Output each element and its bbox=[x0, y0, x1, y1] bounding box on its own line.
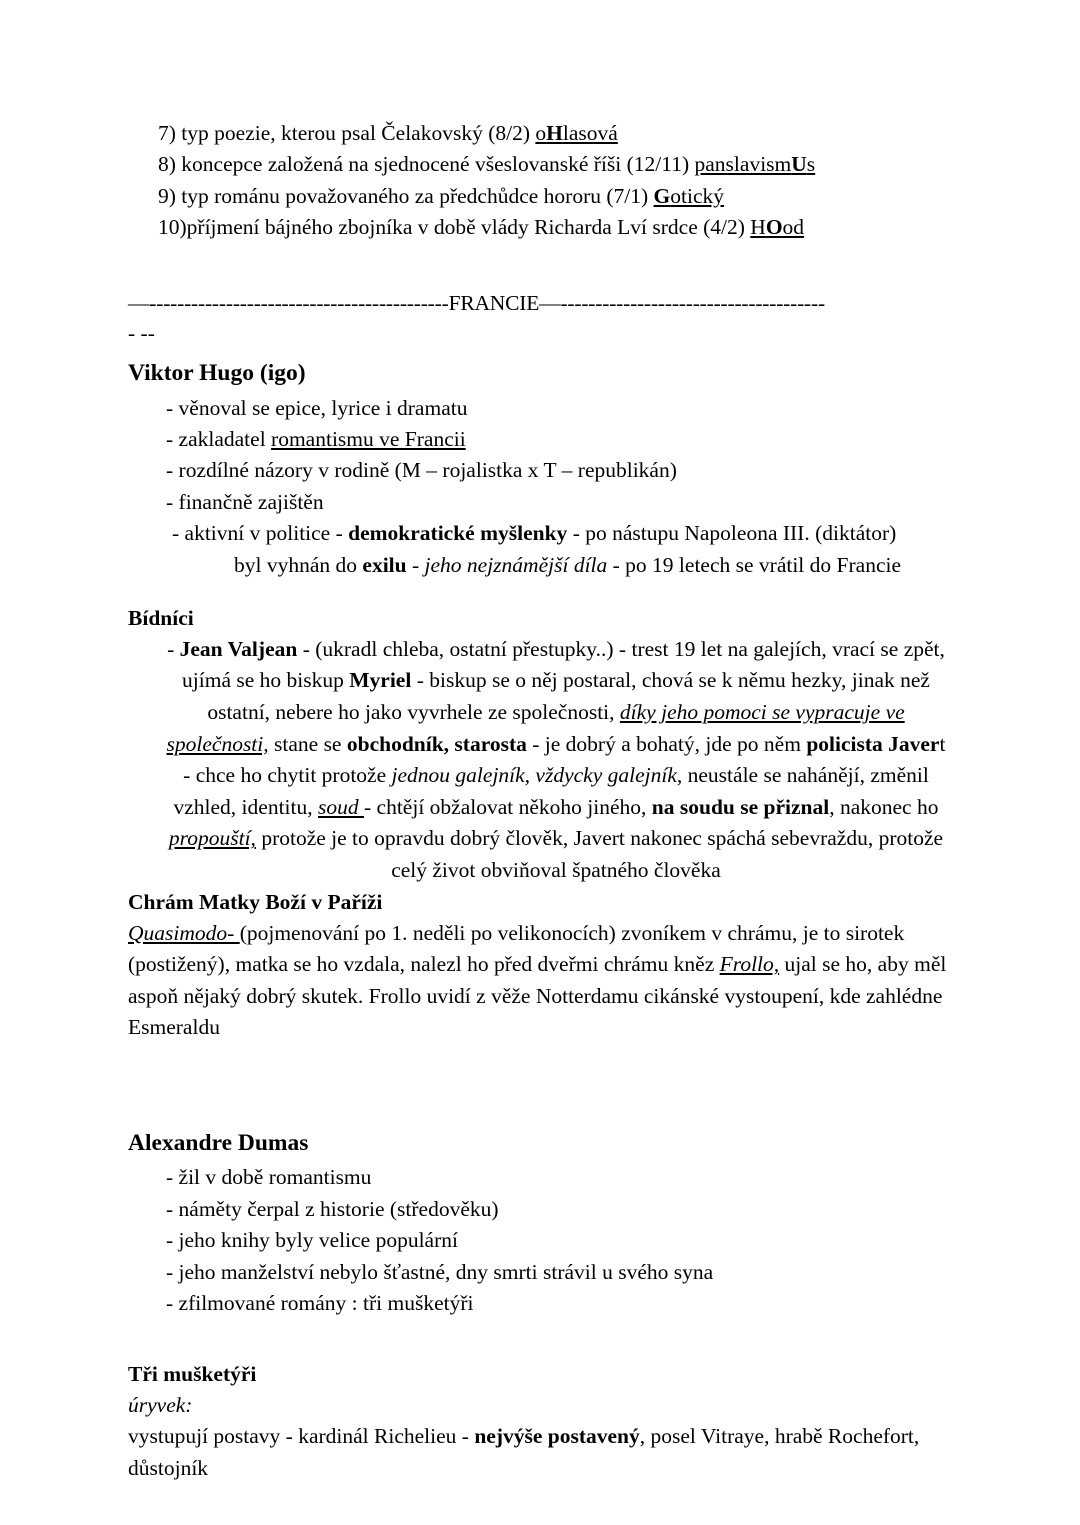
section-divider-francie bbox=[128, 288, 952, 348]
continuation-text: byl vyhnán do bbox=[234, 552, 363, 577]
divider-tail: - -- bbox=[128, 321, 155, 346]
emphasis-italic-underline: propouští, bbox=[168, 826, 256, 851]
musketyri-excerpt-paragraph bbox=[128, 1421, 952, 1484]
text-run: neustále se nahánějí, změnil vzhled, identitu, bbox=[173, 763, 929, 819]
list-item: - žil v době romantismu bbox=[166, 1165, 372, 1190]
quiz-item-number: 10) bbox=[158, 214, 187, 239]
quiz-answer-bold-letter: O bbox=[765, 214, 783, 239]
emphasis-bold: obchodník, starosta bbox=[346, 731, 527, 756]
text-run: vystupují postavy - kardinál Richelieu - bbox=[128, 1424, 475, 1449]
list-item: - náměty čerpal z historie (středověku) bbox=[166, 1196, 499, 1221]
quiz-item-answer bbox=[535, 121, 617, 145]
emphasis-bold: demokratické myšlenky bbox=[348, 521, 568, 546]
excerpt-label-italic: úryvek: bbox=[128, 1393, 193, 1418]
emphasis-italic: jeho nejznámější díla bbox=[424, 552, 608, 577]
list-item: - finančně zajištěn bbox=[166, 489, 324, 514]
quiz-item-prompt: koncepce založená na sjednocené všeslovanské říši (12/11) bbox=[175, 152, 695, 177]
bidnici-summary-paragraph bbox=[166, 634, 946, 887]
text-run: , nakonec ho bbox=[829, 794, 939, 819]
character-name-frollo: Frollo, bbox=[719, 952, 780, 977]
quiz-answer-list bbox=[158, 118, 952, 243]
continuation-text: - po 19 letech se vrátil do Francie bbox=[607, 552, 902, 577]
character-name-jean-valjean: Jean Valjean bbox=[179, 636, 298, 661]
quiz-item bbox=[158, 118, 952, 149]
work-heading-chram: Chrám Matky Boží v Paříži bbox=[128, 889, 383, 914]
quiz-answer-post: otický bbox=[670, 183, 725, 208]
divider-label: FRANCIE bbox=[448, 291, 540, 316]
quiz-item-answer bbox=[654, 184, 724, 208]
list-item bbox=[166, 424, 952, 455]
quiz-item bbox=[158, 149, 952, 180]
quiz-answer-bold-letter: G bbox=[653, 183, 671, 208]
list-item: - zfilmované romány : tři mušketýři bbox=[166, 1290, 474, 1315]
character-name-javert: policista Javer bbox=[806, 731, 940, 756]
work-heading-bidnici: Bídníci bbox=[128, 605, 194, 630]
excerpt-label bbox=[128, 1390, 952, 1421]
text-run: - chtějí obžalovat někoho jiného, bbox=[364, 794, 652, 819]
quiz-item-number: 7) bbox=[158, 121, 176, 145]
text-run: (pojmenování po 1. neděli po velikonocích) zvoníkem v chrámu, je to sirotek (postižený), matka se ho vzdala, nalezl ho před dveřmi chrámu kněz bbox=[128, 920, 905, 977]
list-item-continuation bbox=[234, 550, 952, 581]
list-item bbox=[172, 518, 952, 549]
text-run: - je dobrý a bohatý, jde po něm bbox=[526, 731, 807, 756]
quiz-item-number: 9) bbox=[158, 183, 176, 208]
divider-line bbox=[128, 288, 952, 319]
emphasis-bold: nejvýše postavený bbox=[474, 1424, 640, 1449]
dumas-bullet-list bbox=[166, 1162, 952, 1319]
text-run: - (ukradl chleba, ostatní přestupky..) - trest 19 let na galejích, vrací se zpět, ujímá se ho biskup bbox=[182, 636, 945, 693]
quiz-item bbox=[158, 181, 952, 212]
quiz-answer-pre: o bbox=[535, 121, 547, 145]
divider-dashes-right: —-------------------------------------- bbox=[539, 291, 825, 316]
continuation-text: - bbox=[406, 552, 425, 577]
quiz-item-prompt: typ románu považovaného za předchůdce hororu (7/1) bbox=[175, 183, 654, 208]
quiz-answer-pre: panslavism bbox=[694, 152, 792, 177]
character-name-quasimodo: Quasimodo- bbox=[128, 920, 240, 945]
list-item: - jeho manželství nebylo šťastné, dny smrti strávil u svého syna bbox=[166, 1259, 714, 1284]
author-heading-dumas: Alexandre Dumas bbox=[128, 1129, 309, 1156]
character-name-myriel: Myriel bbox=[349, 668, 412, 693]
quiz-item-number: 8) bbox=[158, 152, 176, 177]
text-run: t - chce ho chytit protože bbox=[183, 731, 946, 788]
quiz-answer-bold-letter: H bbox=[546, 121, 563, 145]
list-item-text: - po nástupu Napoleona III. (diktátor) bbox=[567, 521, 897, 546]
list-item: - jeho knihy byly velice populární bbox=[166, 1228, 458, 1253]
author-heading-hugo: Viktor Hugo (igo) bbox=[128, 360, 306, 387]
emphasis-italic-underline: soud bbox=[318, 794, 364, 819]
text-run: - bbox=[167, 636, 180, 661]
spacer bbox=[128, 1044, 952, 1118]
quiz-item-answer bbox=[750, 215, 804, 239]
list-item-text: - aktivní v politice - bbox=[172, 521, 349, 546]
divider-dashes-left: —------------------------------------------- bbox=[128, 291, 449, 316]
work-heading-musketyri: Tři mušketýři bbox=[128, 1362, 257, 1387]
quiz-answer-bold-letter: U bbox=[791, 152, 807, 177]
text-run: , posel Vitraye, hrabě Rochefort, důstojník bbox=[128, 1424, 920, 1480]
quiz-answer-post: od bbox=[782, 214, 805, 239]
chram-summary-paragraph bbox=[128, 918, 952, 1044]
quiz-item-prompt: příjmení bájného zbojníka v době vlády Richarda Lví srdce (4/2) bbox=[186, 214, 751, 239]
list-item: - věnoval se epice, lyrice i dramatu bbox=[166, 395, 468, 420]
text-run: stane se bbox=[268, 731, 347, 756]
emphasis-bold: na soudu se přiznal bbox=[651, 794, 830, 819]
quiz-item-prompt: typ poezie, kterou psal Čelakovský (8/2) bbox=[175, 121, 536, 145]
text-run: protože je to opravdu dobrý člověk, Javert nakonec spáchá sebevraždu, protože celý život obviňoval špatného člověka bbox=[255, 826, 944, 882]
quiz-answer-pre: H bbox=[750, 214, 766, 239]
hugo-bullet-list bbox=[166, 393, 952, 581]
quiz-answer-post: lasová bbox=[562, 121, 618, 145]
text-run: - biskup se o něj postaral, chová se k němu hezky, jinak než ostatní, nebere ho jako vyvrhele ze společnosti, bbox=[207, 668, 930, 725]
list-item: - rozdílné názory v rodině (M – rojalistka x T – republikán) bbox=[166, 458, 677, 483]
quiz-item bbox=[158, 212, 952, 243]
spacer bbox=[128, 581, 952, 603]
emphasis-italic: jednou galejník, vždycky galejník, bbox=[391, 763, 683, 788]
emphasis-bold: exilu bbox=[362, 552, 407, 577]
list-item-underlined-term: romantismu ve Francii bbox=[271, 427, 466, 452]
quiz-answer-post: s bbox=[806, 152, 816, 177]
emphasis-italic-underline: díky jeho pomoci se vypracuje ve společnosti, bbox=[166, 700, 905, 756]
text-run: ujal se ho, aby měl aspoň nějaký dobrý skutek. Frollo uvidí z věže Notterdamu cikánské vystoupení, kde zahlédne Esmeraldu bbox=[128, 952, 947, 1040]
spacer bbox=[128, 1319, 952, 1359]
list-item-text: - zakladatel bbox=[166, 427, 272, 452]
quiz-item-answer bbox=[695, 152, 816, 176]
